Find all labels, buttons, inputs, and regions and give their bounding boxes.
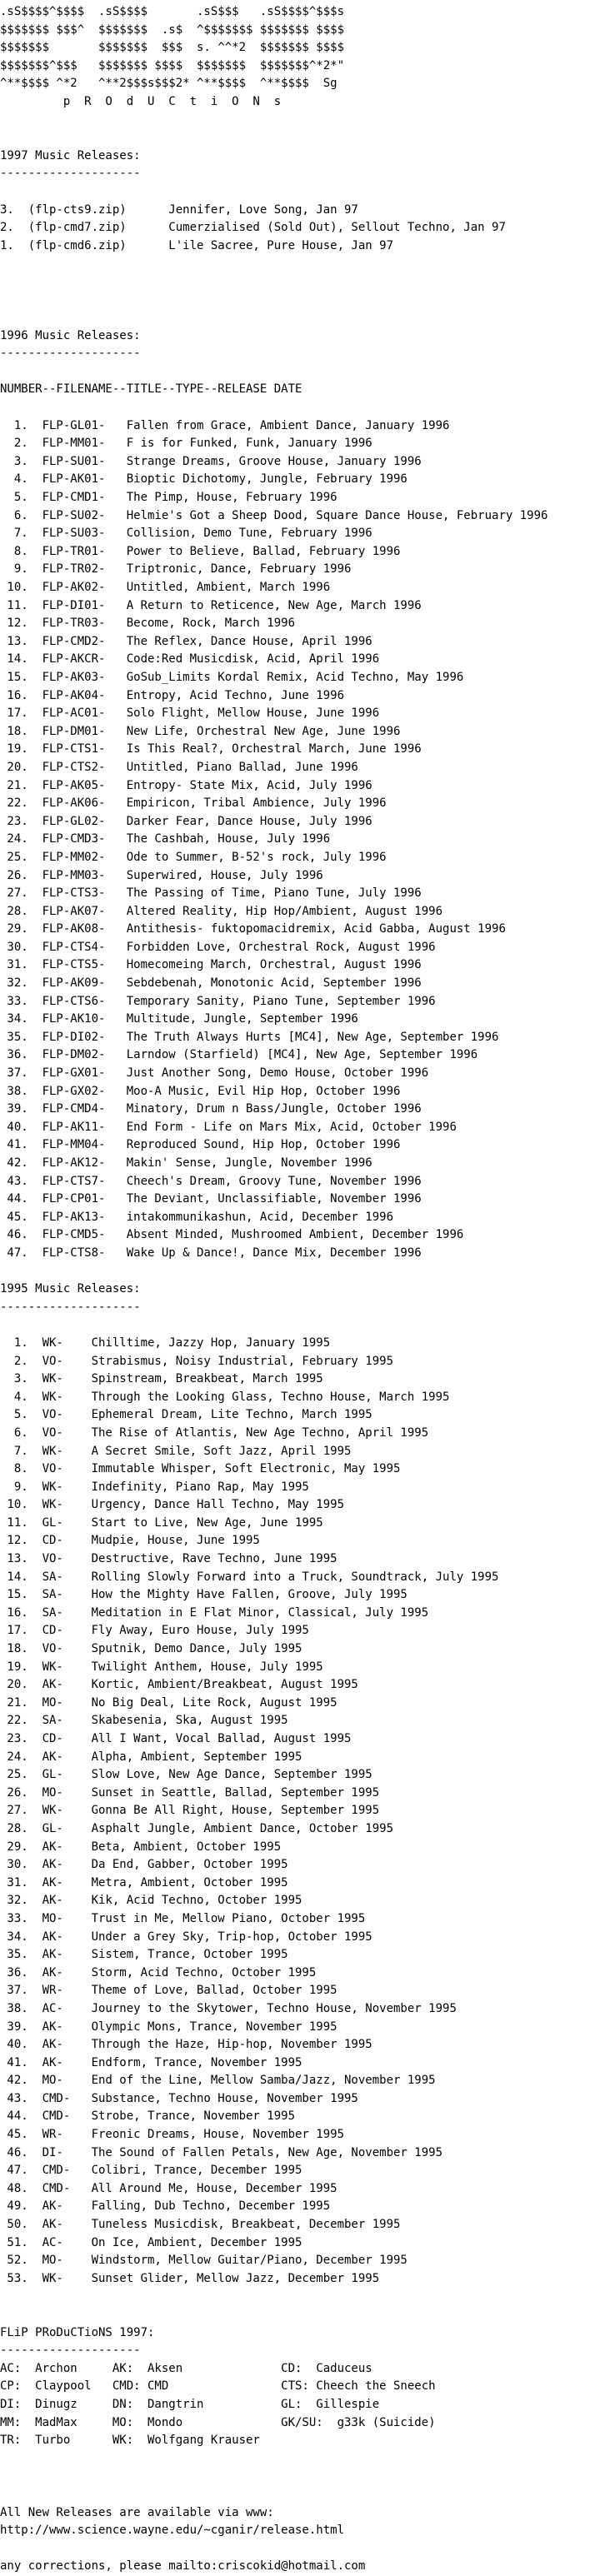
- release-1995-item: 13. VO- Destructive, Rave Techno, June 1995: [0, 1552, 338, 1566]
- release-1995-item: 12. CD- Mudpie, House, June 1995: [0, 1534, 260, 1548]
- release-1995-item: 47. CMD- Colibri, Trance, December 1995: [0, 2164, 302, 2178]
- release-1996-item: 39. FLP-CMD4- Minatory, Drum n Bass/Jungle, October 1996: [0, 1102, 422, 1116]
- release-1995-item: 22. SA- Skabesenia, Ska, August 1995: [0, 1714, 288, 1728]
- blank-line: [0, 2450, 600, 2469]
- release-1996-item: 38. FLP-GX02- Moo-A Music, Evil Hip Hop, October 1996: [0, 1084, 401, 1098]
- ascii-logo-line: $$$$$$$ $$$$$$$ $$$ s. ^^*2 $$$$$$$ $$$$: [0, 41, 345, 55]
- release-1996-item: 32. FLP-AK09- Sebdebenah, Monotonic Acid, September 1996: [0, 976, 422, 991]
- release-1996-item: 11. FLP-DI01- A Return to Reticence, New Age, March 1996: [0, 598, 422, 612]
- release-1997-item: 2. (flp-cmd7.zip) Cumerzialised (Sold Out), Sellout Techno, Jan 97: [0, 221, 506, 235]
- release-1995-item: 9. WK- Indefinity, Piano Rap, May 1995: [0, 1480, 309, 1494]
- release-1995-item: 34. AK- Under a Grey Sky, Trip-hop, October 1995: [0, 1930, 372, 1944]
- release-1995-item: 27. WK- Gonna Be All Right, House, September 1995: [0, 1804, 380, 1818]
- section-rule: --------------------: [0, 1300, 141, 1314]
- logo-wordmark: p R O d U C t i O N s: [0, 94, 282, 108]
- release-1995-item: 50. AK- Tuneless Musicdisk, Breakbeat, December 1995: [0, 2218, 401, 2232]
- release-url: http://www.science.wayne.edu/~cganir/release.html: [0, 2524, 345, 2538]
- release-1995-item: 39. AK- Olympic Mons, Trance, November 1995: [0, 2019, 338, 2034]
- release-1996-item: 5. FLP-CMD1- The Pimp, House, February 1996: [0, 491, 338, 505]
- release-1996-item: 18. FLP-DM01- New Life, Orchestral New Age, June 1996: [0, 724, 401, 738]
- release-1995-item: 31. AK- Metra, Ambient, October 1995: [0, 1875, 288, 1890]
- release-1995-item: 16. SA- Meditation in E Flat Minor, Classical, July 1995: [0, 1605, 429, 1620]
- release-1996-item: 41. FLP-MM04- Reproduced Sound, Hip Hop, October 1996: [0, 1138, 401, 1152]
- blank-line: [0, 363, 600, 382]
- member-row: MM: MadMax MO: Mondo GK/SU: g33k (Suicide): [0, 2415, 436, 2429]
- availability-text: All New Releases are available via www:: [0, 2505, 274, 2519]
- release-1996-item: 34. FLP-AK10- Multitude, Jungle, September 1996: [0, 1012, 358, 1026]
- release-1995-item: 1. WK- Chilltime, Jazzy Hop, January 1995: [0, 1335, 331, 1350]
- blank-line: [0, 129, 600, 147]
- release-1997-item: 1. (flp-cmd6.zip) L'ile Sacree, Pure House, Jan 97: [0, 238, 394, 252]
- release-1995-item: 28. GL- Asphalt Jungle, Ambient Dance, October 1995: [0, 1821, 394, 1835]
- release-1996-item: 7. FLP-SU03- Collision, Demo Tune, February 1996: [0, 527, 372, 541]
- release-1995-item: 38. AC- Journey to the Skytower, Techno House, November 1995: [0, 2001, 457, 2015]
- release-1996-item: 44. FLP-CP01- The Deviant, Unclassifiable, November 1996: [0, 1192, 422, 1206]
- ascii-logo-line: .sS$$$$^$$$$ .sS$$$$ .sS$$$ .sS$$$$^$$$s: [0, 5, 345, 18]
- release-1995-item: 25. GL- Slow Love, New Age Dance, September 1995: [0, 1768, 372, 1782]
- release-1995-item: 36. AK- Storm, Acid Techno, October 1995: [0, 1965, 317, 1979]
- release-1996-item: 12. FLP-TR03- Become, Rock, March 1996: [0, 617, 296, 631]
- release-1996-item: 15. FLP-AK03- GoSub_Limits Kordal Remix, Acid Techno, May 1996: [0, 670, 464, 684]
- release-1995-item: 29. AK- Beta, Ambient, October 1995: [0, 1840, 282, 1854]
- release-1996-item: 36. FLP-DM02- Larndow (Starfield) [MC4], New Age, September 1996: [0, 1048, 478, 1062]
- blank-line: [0, 1263, 600, 1281]
- release-1996-item: 9. FLP-TR02- Triptronic, Dance, February 1996: [0, 562, 352, 577]
- release-1995-item: 37. WR- Theme of Love, Ballad, October 1995: [0, 1984, 338, 1998]
- blank-line: [0, 1316, 600, 1335]
- release-1995-item: 46. DI- The Sound of Fallen Petals, New Age, November 1995: [0, 2145, 443, 2159]
- release-1995-item: 6. VO- The Rise of Atlantis, New Age Techno, April 1995: [0, 1425, 429, 1440]
- release-1995-item: 11. GL- Start to Live, New Age, June 1995: [0, 1515, 323, 1530]
- blank-line: [0, 309, 600, 327]
- release-1995-item: 14. SA- Rolling Slowly Forward into a Truck, Soundtrack, July 1995: [0, 1570, 499, 1584]
- release-1996-item: 28. FLP-AK07- Altered Reality, Hip Hop/Ambient, August 1996: [0, 904, 443, 918]
- release-1996-item: 22. FLP-AK06- Empiricon, Tribal Ambience, July 1996: [0, 796, 387, 811]
- release-1996-item: 21. FLP-AK05- Entropy- State Mix, Acid, July 1996: [0, 778, 372, 792]
- release-1996-item: 24. FLP-CMD3- The Cashbah, House, July 1996: [0, 832, 331, 846]
- members-heading: FLiP PRoDuCTioNS 1997:: [0, 2325, 155, 2339]
- release-1995-item: 2. VO- Strabismus, Noisy Industrial, February 1995: [0, 1354, 394, 1368]
- ascii-logo-line: $$$$$$$ $$$^ $$$$$$$ .s$ ^$$$$$$$ $$$$$$$ $$$$: [0, 22, 345, 37]
- release-1995-item: 5. VO- Ephemeral Dream, Lite Techno, March 1995: [0, 1408, 372, 1422]
- release-1996-item: 4. FLP-AK01- Bioptic Dichotomy, Jungle, February 1996: [0, 472, 408, 487]
- release-1996-item: 46. FLP-CMD5- Absent Minded, Mushroomed Ambient, December 1996: [0, 1228, 464, 1242]
- release-1995-item: 33. MO- Trust in Me, Mellow Piano, October 1995: [0, 1911, 366, 1925]
- release-1996-item: 30. FLP-CTS4- Forbidden Love, Orchestral Rock, August 1996: [0, 940, 436, 954]
- members-rule: --------------------: [0, 2344, 141, 2358]
- blank-line: [0, 2468, 600, 2486]
- release-1996-item: 27. FLP-CTS3- The Passing of Time, Piano Tune, July 1996: [0, 886, 422, 901]
- release-1996-item: 33. FLP-CTS6- Temporary Sanity, Piano Tune, September 1996: [0, 994, 436, 1008]
- release-1996-item: 23. FLP-GL02- Darker Fear, Dance House, July 1996: [0, 814, 372, 828]
- release-1995-item: 23. CD- All I Want, Vocal Ballad, August 1995: [0, 1732, 352, 1745]
- section-rule: --------------------: [0, 167, 141, 181]
- corrections-text: any corrections, please mailto:criscokid@hotmail.com: [0, 2559, 366, 2574]
- release-1995-item: 51. AC- On Ice, Ambient, December 1995: [0, 2235, 302, 2249]
- release-1996-item: 6. FLP-SU02- Helmie's Got a Sheep Dood, Square Dance House, February 1996: [0, 508, 548, 522]
- release-1996-item: 35. FLP-DI02- The Truth Always Hurts [MC4], New Age, September 1996: [0, 1030, 499, 1044]
- release-1996-item: 42. FLP-AK12- Makin' Sense, Jungle, November 1996: [0, 1156, 372, 1170]
- release-1995-item: 30. AK- Da End, Gabber, October 1995: [0, 1858, 288, 1872]
- blank-line: [0, 112, 600, 130]
- release-1995-item: 45. WR- Freonic Dreams, House, November 1995: [0, 2128, 345, 2142]
- member-row: CP: Claypool CMD: CMD CTS: Cheech the Sneech: [0, 2379, 436, 2394]
- release-1996-item: 2. FLP-MM01- F is for Funked, Funk, January 1996: [0, 437, 372, 451]
- section-heading-1996: 1996 Music Releases:: [0, 328, 141, 342]
- release-1996-item: 13. FLP-CMD2- The Reflex, Dance House, April 1996: [0, 634, 372, 648]
- blank-line: [0, 273, 600, 292]
- release-1995-item: 19. WK- Twilight Anthem, House, July 1995: [0, 1660, 323, 1674]
- release-1995-item: 43. CMD- Substance, Techno House, November 1995: [0, 2091, 358, 2105]
- blank-line: [0, 2540, 600, 2559]
- release-1995-item: 3. WK- Spinstream, Breakbeat, March 1995: [0, 1372, 323, 1386]
- columns-header: NUMBER--FILENAME--TITLE--TYPE--RELEASE DATE: [0, 382, 302, 397]
- release-1996-item: 26. FLP-MM03- Superwired, House, July 1996: [0, 868, 323, 882]
- release-1996-item: 31. FLP-CTS5- Homecomeing March, Orchestral, August 1996: [0, 958, 422, 972]
- release-1995-item: 52. MO- Windstorm, Mellow Guitar/Piano, December 1995: [0, 2254, 408, 2268]
- blank-line: [0, 2486, 600, 2504]
- release-1995-item: 18. VO- Sputnik, Demo Dance, July 1995: [0, 1642, 302, 1656]
- release-1996-item: 10. FLP-AK02- Untitled, Ambient, March 1996: [0, 581, 331, 594]
- release-1996-item: 25. FLP-MM02- Ode to Summer, B-52's rock, July 1996: [0, 850, 387, 864]
- release-1995-item: 26. MO- Sunset in Seattle, Ballad, September 1995: [0, 1785, 380, 1800]
- release-1995-item: 42. MO- End of the Line, Mellow Samba/Jazz, November 1995: [0, 2074, 436, 2088]
- release-1997-item: 3. (flp-cts9.zip) Jennifer, Love Song, Jan 97: [0, 202, 358, 217]
- release-1995-item: 41. AK- Endform, Trance, November 1995: [0, 2055, 302, 2069]
- release-1995-item: 17. CD- Fly Away, Euro House, July 1995: [0, 1624, 309, 1638]
- release-1995-item: 35. AK- Sistem, Trance, October 1995: [0, 1948, 288, 1962]
- blank-line: [0, 2288, 600, 2306]
- release-1995-item: 40. AK- Through the Haze, Hip-hop, November 1995: [0, 2038, 372, 2052]
- member-row: TR: Turbo WK: Wolfgang Krauser: [0, 2434, 260, 2448]
- release-1995-item: 44. CMD- Strobe, Trance, November 1995: [0, 2109, 296, 2124]
- release-1996-item: 20. FLP-CTS2- Untitled, Piano Ballad, June 1996: [0, 760, 358, 774]
- section-heading-1995: 1995 Music Releases:: [0, 1282, 141, 1296]
- section-rule: --------------------: [0, 347, 141, 361]
- member-row: AC: Archon AK: Aksen CD: Caduceus: [0, 2361, 372, 2375]
- release-1996-item: 14. FLP-AKCR- Code:Red Musicdisk, Acid, April 1996: [0, 652, 380, 666]
- release-1996-item: 47. FLP-CTS8- Wake Up & Dance!, Dance Mix, December 1996: [0, 1246, 422, 1260]
- release-1995-item: 32. AK- Kik, Acid Techno, October 1995: [0, 1894, 302, 1908]
- blank-line: [0, 255, 600, 273]
- release-1996-item: 19. FLP-CTS1- Is This Real?, Orchestral March, June 1996: [0, 742, 422, 756]
- release-1996-item: 43. FLP-CTS7- Cheech's Dream, Groovy Tune, November 1996: [0, 1174, 422, 1188]
- release-1995-item: 10. WK- Urgency, Dance Hall Techno, May 1995: [0, 1498, 345, 1512]
- release-1995-item: 7. WK- A Secret Smile, Soft Jazz, April 1995: [0, 1444, 352, 1458]
- release-1996-item: 37. FLP-GX01- Just Another Song, Demo House, October 1996: [0, 1066, 429, 1081]
- release-1995-item: 15. SA- How the Mighty Have Fallen, Groove, July 1995: [0, 1588, 408, 1602]
- release-1996-item: 1. FLP-GL01- Fallen from Grace, Ambient Dance, January 1996: [0, 418, 450, 432]
- release-1995-item: 20. AK- Kortic, Ambient/Breakbeat, August 1995: [0, 1678, 358, 1692]
- release-1996-item: 29. FLP-AK08- Antithesis- fuktopomacidremix, Acid Gabba, August 1996: [0, 922, 506, 936]
- blank-line: [0, 399, 600, 417]
- release-1996-item: 16. FLP-AK04- Entropy, Acid Techno, June 1996: [0, 688, 345, 702]
- release-1996-item: 3. FLP-SU01- Strange Dreams, Groove House, January 1996: [0, 454, 422, 468]
- release-1995-item: 53. WK- Sunset Glider, Mellow Jazz, December 1995: [0, 2271, 380, 2285]
- release-1996-item: 8. FLP-TR01- Power to Believe, Ballad, February 1996: [0, 544, 401, 558]
- release-1995-item: 24. AK- Alpha, Ambient, September 1995: [0, 1750, 302, 1764]
- ascii-logo-line: ^**$$$$ ^*2 ^**2$$$s$$$2* ^**$$$$ ^**$$$$ Sg: [0, 77, 338, 91]
- release-1995-item: 21. MO- No Big Deal, Lite Rock, August 1995: [0, 1695, 338, 1710]
- release-1995-item: 48. CMD- All Around Me, House, December 1995: [0, 2181, 338, 2195]
- blank-line: [0, 183, 600, 202]
- blank-line: [0, 2306, 600, 2324]
- member-row: DI: Dinugz DN: Dangtrin GL: Gillespie: [0, 2397, 380, 2411]
- blank-line: [0, 292, 600, 310]
- section-heading-1997: 1997 Music Releases:: [0, 148, 141, 162]
- release-1996-item: 45. FLP-AK13- intakommunikashun, Acid, December 1996: [0, 1210, 394, 1224]
- release-1996-item: 40. FLP-AK11- End Form - Life on Mars Mix, Acid, October 1996: [0, 1120, 457, 1134]
- release-1995-item: 4. WK- Through the Looking Glass, Techno House, March 1995: [0, 1390, 450, 1404]
- ascii-logo-line: $$$$$$$^$$$ $$$$$$$ $$$$ $$$$$$$ $$$$$$$^*2*": [0, 58, 345, 72]
- release-1995-item: 8. VO- Immutable Whisper, Soft Electronic, May 1995: [0, 1462, 401, 1476]
- release-1995-item: 49. AK- Falling, Dub Techno, December 1995: [0, 2199, 331, 2214]
- release-1996-item: 17. FLP-AC01- Solo Flight, Mellow House, June 1996: [0, 706, 380, 721]
